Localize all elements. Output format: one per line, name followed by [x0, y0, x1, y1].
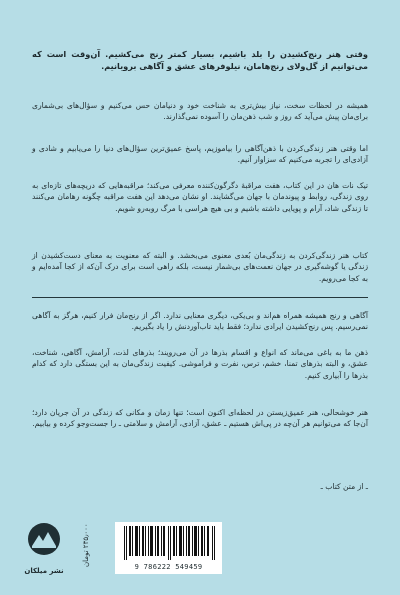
price-label: ۲۳۵٫۰۰۰ تومان [82, 523, 90, 567]
publisher-logo [27, 522, 61, 568]
excerpt-paragraph-1: آگاهی و رنج همیشه همراه هم‌اند و بی‌یکی، دیگری معنایی ندارد. اگر از رنج‌مان فرار کنیم، هرگز به آگاهی نمی‌رسیم. پس رنج‌کشیدن ایرادی ندارد؛ فقط باید تاب‌آوردنش را یاد بگیریم. [32, 311, 368, 332]
blurb-paragraph-2: اما وقتی هنر زندگی‌کردن با ذهن‌آگاهی را بیاموزیم، پاسخ عمیق‌ترین سؤال‌های دنیا را می‌یابیم و شادی و آزادی‌ای را تجربه می‌کنیم که سزاوار آنیم. [32, 144, 368, 165]
publisher-name: نشر میلکان [24, 567, 64, 575]
excerpt-attribution: ـ از متن کتاب ـ [320, 482, 368, 491]
blurb-paragraph-4: کتاب هنر زندگی‌کردن به زندگی‌مان بُعدی معنوی می‌بخشد. و البته که معنویت به معنای دست‌کشیدن از زندگی یا گوشه‌گیری در جهان نعمت‌های بی‌شمار نیست، بلکه راهی است برای درک آن‌که از کجا آمده‌ایم و به کجا می‌رویم. [32, 251, 368, 283]
section-divider [32, 297, 368, 298]
excerpt-paragraph-3: هنر خوشحالی، هنر عمیق‌زیستن در لحظه‌ای اکنون است؛ تنها زمان و مکانی که زندگی در آن جریان دارد؛ آن‌جا که می‌توانیم هر آن‌چه در پی‌اش هستیم ـ عشق، آزادی، آرامش و سلامتی ـ را جست‌وجو کرده و بیابیم. [32, 408, 368, 429]
blurb-paragraph-3: تیک نات هان در این کتاب، هفت مراقبهٔ دگرگون‌کننده معرفی می‌کند؛ مراقبه‌هایی که دریچه‌های تازه‌ای به روی زندگی، روابط و پیوندمان با جهان می‌گشایند. او نشان می‌دهد این هفت مراقبه چگونه رهامان می‌کنند تا زندگی شاد، آرام و پویایی داشته باشیم و بی هیچ هراسی با مرگ روبه‌رو شویم. [32, 181, 368, 213]
blurb-paragraph-1: همیشه در لحظات سخت، نیاز بیش‌تری به شناخت خود و دنیامان حس می‌کنیم و سؤال‌های بی‌شماری برای‌مان پیش می‌آید که روز و شب ذهن‌مان را آسوده نمی‌گذارند. [32, 101, 368, 122]
isbn-barcode [115, 522, 222, 574]
isbn-number: 9 786222 549459 [134, 563, 203, 571]
excerpt-paragraph-2: ذهن ما به باغی می‌ماند که انواع و اقسام بذرها در آن می‌رویند؛ بذرهای لذت، آرامش، آگاهی، شناخت، عشق، و البته بذرهای تمنا، خشم، ترس، نفرت و فراموشی. کیفیت زندگی‌مان به این بستگی دارد که کدام بذرها را آبیاری کنیم. [32, 348, 368, 380]
barcode-bars [124, 526, 216, 560]
back-cover-lead: وقتی هنر رنج‌کشیدن را بلد باشیم، بسیار کمتر رنج می‌کشیم. آن‌وقت است که می‌توانیم از گل‌ولای رنج‌هامان، نیلوفرهای عشق و آگاهی برویانیم. [32, 49, 368, 71]
